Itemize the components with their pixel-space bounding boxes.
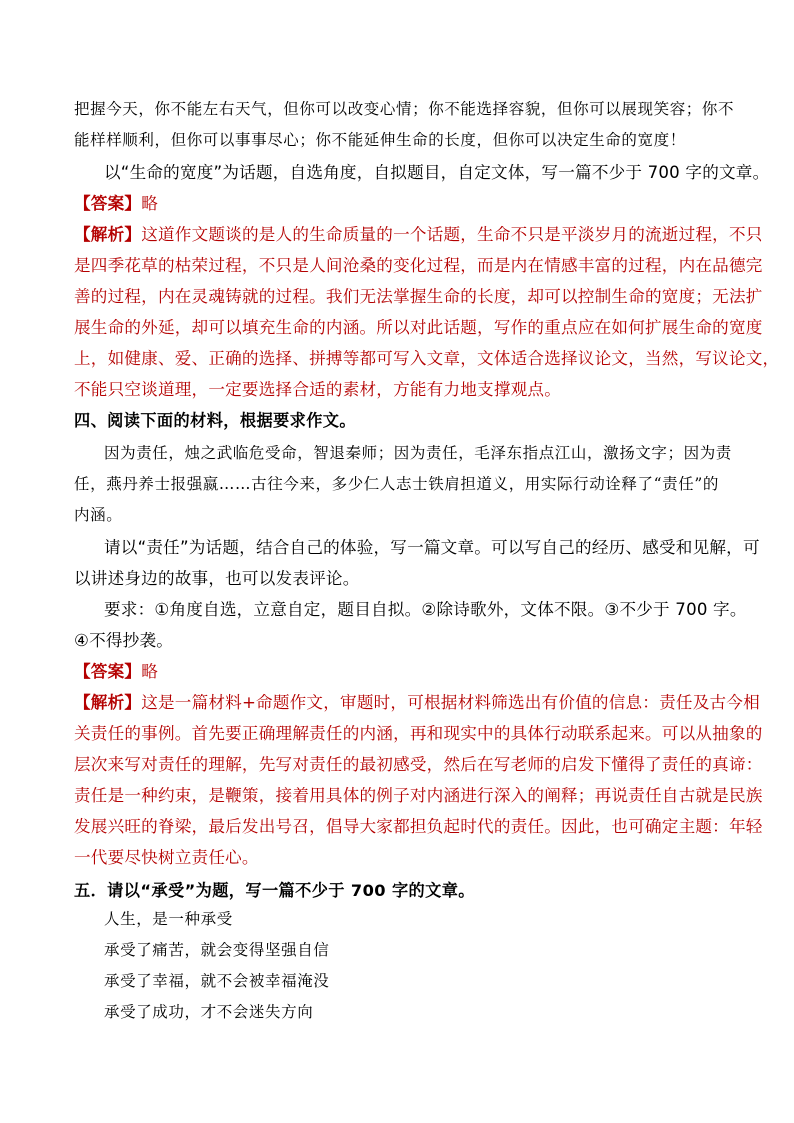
prompt-text: 以“生命的宽度”为话题，自选角度，自拟题目，自定文体，写一篇不少于 700 字的文章。: [104, 163, 770, 182]
material-line: 任，燕丹养士报强嬴……古往今来，多少仁人志士铁肩担道义，用实际行动诠释了“责任”的: [74, 475, 719, 493]
analysis-text: 责任是一种约束，是鞭策，接着用具体的例子对内涵进行深入的阐释；再说责任自古就是民族: [74, 786, 763, 805]
poem-line: 把握今天，你不能左右天气，但你可以改变心情；你不能选择容貌，但你可以展现笑容；你不: [74, 100, 735, 118]
answer-tag: 【答案】: [74, 194, 142, 213]
analysis-line: [74, 221, 794, 245]
section-heading: 五．请以“承受”为题，写一篇不少于 700 字的文章。: [74, 881, 475, 900]
analysis-text: 一代要尽快树立责任心。: [74, 848, 259, 867]
analysis-tag: 【解析】: [74, 225, 142, 244]
poem-line: 承受了成功，才不会迷失方向: [104, 1003, 314, 1021]
prompt-text: 请以“责任”为话题，结合自己的体验，写一篇文章。可以写自己的经历、感受和见解，可: [104, 538, 760, 557]
analysis-text: 是四季花草的枯荣过程，不只是人间沧桑的变化过程，而是内在情感丰富的过程，内在品德完: [74, 256, 763, 275]
poem-line: 承受了幸福，就不会被幸福淹没: [104, 972, 330, 990]
material-line: 因为责任，烛之武临危受命，智退秦师；因为责任，毛泽东指点江山，激扬文字；因为责: [104, 444, 732, 462]
analysis-text: 发展兴旺的脊梁，最后发出号召，倡导大家都担负起时代的责任。因此，也可确定主题：年轻: [74, 817, 763, 836]
analysis-text: 不能只空谈道理，一定要选择合适的素材，方能有力地支撑观点。: [74, 380, 562, 399]
answer-line: [74, 190, 794, 214]
answer-text: 略: [141, 662, 158, 681]
poem-line: 承受了痛苦，就会变得坚强自信: [104, 941, 330, 959]
analysis-text: 善的过程，内在灵魂铸就的过程。我们无法掌握生命的长度，却可以控制生命的宽度；无法扩: [74, 287, 763, 306]
poem-line: 能样样顺利，但你可以事事尽心；你不能延伸生命的长度，但你可以决定生命的宽度！: [74, 131, 686, 149]
poem-line: 人生，是一种承受: [104, 910, 233, 928]
analysis-tag: 【解析】: [74, 693, 142, 712]
analysis-line: [74, 689, 794, 713]
requirements-text: 要求：①角度自选，立意自定，题目自拟。②除诗歌外，文体不限。③不少于 700 字。: [104, 600, 747, 619]
section-heading: 四、阅读下面的材料，根据要求作文。: [74, 411, 356, 430]
answer-text: 略: [141, 194, 158, 213]
analysis-text: 展生命的外延，却可以填充生命的内涵。所以对此话题，写作的重点应在如何扩展生命的宽度: [74, 318, 763, 337]
analysis-text: 上，如健康、爱、正确的选择、拼搏等都可写入文章，文体适合选择议论文，当然，写议论文，: [74, 349, 780, 368]
prompt-text: 以讲述身边的故事，也可以发表评论。: [74, 569, 360, 588]
analysis-text: 这是一篇材料+命题作文，审题时，可根据材料筛选出有价值的信息：责任及古今相: [141, 693, 760, 712]
analysis-text: 这道作文题谈的是人的生命质量的一个话题，生命不只是平淡岁月的流逝过程，不只: [141, 225, 763, 244]
requirements-text: ④不得抄袭。: [74, 631, 174, 650]
analysis-text: 关责任的事例。首先要正确理解责任的内涵，再和现实中的具体行动联系起来。可以从抽象的: [74, 724, 763, 743]
answer-line: [74, 658, 794, 682]
material-line: 内涵。: [74, 506, 123, 524]
answer-tag: 【答案】: [74, 662, 142, 681]
analysis-text: 层次来写对责任的理解，先写对责任的最初感受，然后在写老师的启发下懂得了责任的真谛：: [74, 755, 763, 774]
